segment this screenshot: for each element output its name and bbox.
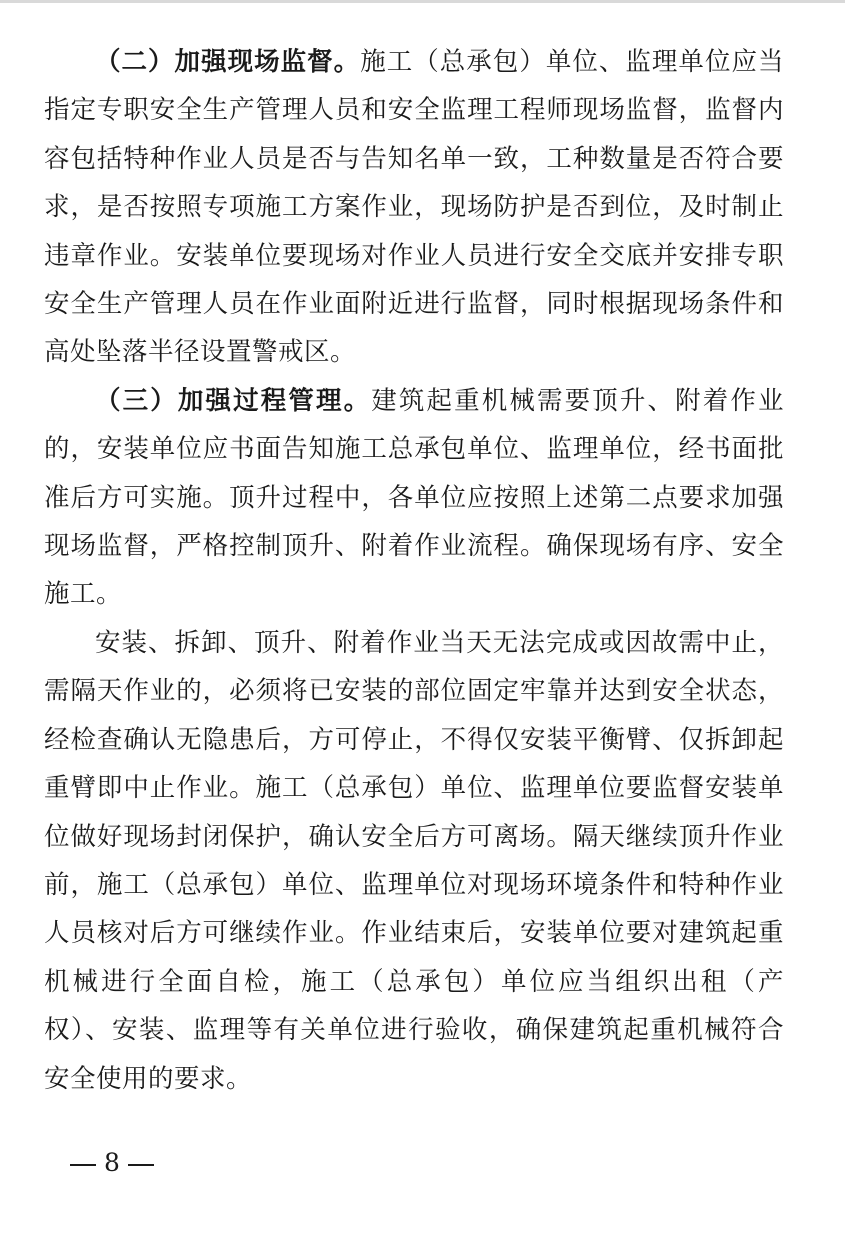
dash-right <box>128 1164 154 1166</box>
dash-left <box>70 1164 96 1166</box>
paragraph-text: 施工（总承包）单位、监理单位应当指定专职安全生产管理人员和安全监理工程师现场监督，监督内容包括特种作业人员是否与告知名单一致，工种数量是否符合要求，是否按照专项施工方案作业，现场防护是否到位，及时制止违章作业。安装单位要现场对作业人员进行安全交底并安排专职安全生产管理人员在作业面附近进行监督，同时根据现场条件和高处坠落半径设置警戒区。 <box>44 47 784 368</box>
top-border-line <box>0 0 845 3</box>
paragraph-text: 建筑起重机械需要顶升、附着作业的，安装单位应书面告知施工总承包单位、监理单位，经书面批准后方可实施。顶升过程中，各单位应按照上述第二点要求加强现场监督，严格控制顶升、附着作业流程。确保现场有序、安全施工。 <box>44 385 784 610</box>
paragraph-suspension-rules <box>44 619 784 1103</box>
paragraph-text: 安装、拆卸、顶升、附着作业当天无法完成或因故需中止，需隔天作业的，必须将已安装的部位固定牢靠并达到安全状态，经检查确认无隐患后，方可停止，不得仅安装平衡臂、仅拆卸起重臂即中止作业。施工（总承包）单位、监理单位要监督安装单位做好现场封闭保护，确认安全后方可离场。隔天继续顶升作业前，施工（总承包）单位、监理单位对现场环境条件和特种作业人员核对后方可继续作业。作业结束后，安装单位要对建筑起重机械进行全面自检，施工（总承包）单位应当组织出租（产权）、安装、监理等有关单位进行验收，确保建筑起重机械符合安全使用的要求。 <box>44 627 784 1094</box>
paragraph-process-management <box>44 377 784 619</box>
paragraph-site-supervision <box>44 38 784 377</box>
page-footer <box>62 1148 162 1177</box>
paragraph-heading: （二）加强现场监督。 <box>95 47 361 77</box>
document-body <box>44 38 784 1103</box>
page-number: 8 <box>104 1148 120 1177</box>
paragraph-heading: （三）加强过程管理。 <box>95 385 372 416</box>
